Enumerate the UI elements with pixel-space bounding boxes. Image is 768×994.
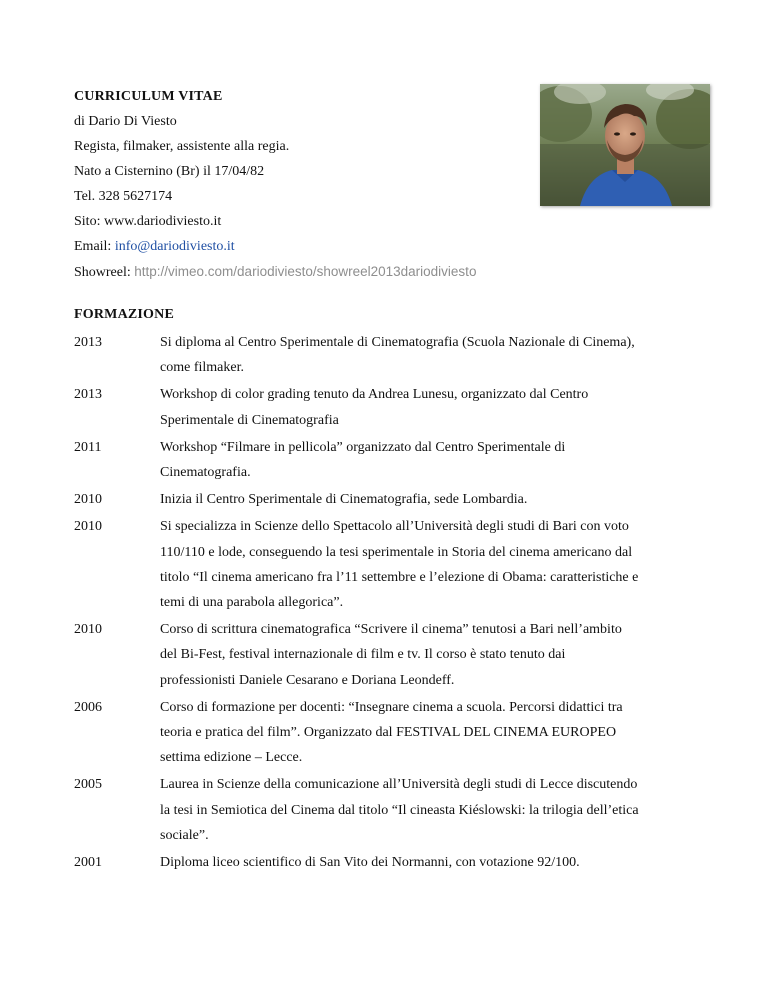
birth-line: Nato a Cisternino (Br) il 17/04/82 xyxy=(74,164,265,179)
entry-year: 2010 xyxy=(74,622,102,638)
entry-description-line: professionisti Daniele Cesarano e Doriana Leondeff. xyxy=(160,672,455,688)
entry-year: 2010 xyxy=(74,492,102,508)
entry-year: 2013 xyxy=(74,387,102,403)
entry-description-line: Corso di formazione per docenti: “Insegnare cinema a scuola. Percorsi didattici tra xyxy=(160,699,623,715)
entry-description-line: teoria e pratica del film”. Organizzato dal FESTIVAL DEL CINEMA EUROPEO xyxy=(160,725,617,741)
entry-description-line: temi di una parabola allegorica”. xyxy=(160,595,344,611)
entry-description xyxy=(160,382,704,432)
cv-title: CURRICULUM VITAE xyxy=(74,89,223,104)
entry-year: 2005 xyxy=(74,777,102,793)
name-line: di Dario Di Viesto xyxy=(74,114,177,129)
email-line xyxy=(74,234,534,259)
entry-description-line: Cinematografia. xyxy=(160,465,251,481)
formazione-entry xyxy=(74,487,704,512)
formazione-list xyxy=(74,330,704,877)
formazione-entry xyxy=(74,382,704,432)
entry-description xyxy=(160,772,704,848)
entry-description-line: la tesi in Semiotica del Cinema dal titolo “Il cineasta Kiéslowski: la trilogia dell’etica xyxy=(160,802,639,818)
phone-line: Tel. 328 5627174 xyxy=(74,189,173,204)
entry-year: 2011 xyxy=(74,439,102,455)
formazione-entry xyxy=(74,850,704,875)
formazione-entry xyxy=(74,617,704,693)
entry-description xyxy=(160,487,704,512)
entry-description-line: Corso di scrittura cinematografica “Scrivere il cinema” tenutosi a Bari nell’ambito xyxy=(160,622,622,638)
role-line: Regista, filmaker, assistente alla regia. xyxy=(74,139,290,154)
showreel-line xyxy=(74,259,534,284)
showreel-label: Showreel: xyxy=(74,265,135,280)
email-link[interactable]: info@dariodiviesto.it xyxy=(114,239,235,254)
cv-header xyxy=(74,84,534,284)
entry-year: 2001 xyxy=(74,855,102,871)
entry-description-line: Inizia il Centro Sperimentale di Cinematografia, sede Lombardia. xyxy=(160,492,528,508)
formazione-entry xyxy=(74,514,704,615)
entry-description-line: settima edizione – Lecce. xyxy=(160,750,303,766)
formazione-entry xyxy=(74,695,704,771)
formazione-entry xyxy=(74,435,704,485)
entry-description-line: 110/110 e lode, conseguendo la tesi sperimentale in Storia del cinema americano dal xyxy=(160,544,633,560)
entry-description xyxy=(160,850,704,875)
entry-year: 2010 xyxy=(74,519,102,535)
email-label: Email: xyxy=(74,239,115,254)
showreel-link[interactable]: http://vimeo.com/dariodiviesto/showreel2013dariodiviesto xyxy=(134,264,477,279)
entry-description-line: Si specializza in Scienze dello Spettacolo all’Università degli studi di Bari con voto xyxy=(160,519,629,535)
entry-description-line: Sperimentale di Cinematografia xyxy=(160,412,339,428)
entry-year: 2013 xyxy=(74,335,102,350)
entry-description xyxy=(160,617,704,693)
formazione-entry xyxy=(74,330,704,380)
entry-description xyxy=(160,514,704,615)
entry-description xyxy=(160,695,704,771)
formazione-heading: FORMAZIONE xyxy=(74,307,174,322)
entry-description-line: Laurea in Scienze della comunicazione all’Università degli studi di Lecce discutendo xyxy=(160,777,638,793)
entry-year: 2006 xyxy=(74,699,102,715)
entry-description-line: Diploma liceo scientifico di San Vito dei Normanni, con votazione 92/100. xyxy=(160,855,580,871)
entry-description-line: Workshop di color grading tenuto da Andrea Lunesu, organizzato dal Centro xyxy=(160,387,589,403)
entry-description-line: Si diploma al Centro Sperimentale di Cinematografia (Scuola Nazionale di Cinema), xyxy=(160,335,635,350)
entry-description-line: sociale”. xyxy=(160,827,209,843)
entry-description xyxy=(160,435,704,485)
entry-description-line: titolo “Il cinema americano fra l’11 settembre e l’elezione di Obama: caratteristiche e xyxy=(160,569,639,585)
entry-description-line: Workshop “Filmare in pellicola” organizzato dal Centro Sperimentale di xyxy=(160,439,566,455)
website-line: Sito: www.dariodiviesto.it xyxy=(74,214,222,229)
profile-photo xyxy=(540,84,710,206)
entry-description-line: come filmaker. xyxy=(160,360,244,376)
formazione-entry xyxy=(74,772,704,848)
entry-description-line: del Bi-Fest, festival internazionale di film e tv. Il corso è stato tenuto dai xyxy=(160,647,566,663)
entry-description xyxy=(160,330,704,380)
